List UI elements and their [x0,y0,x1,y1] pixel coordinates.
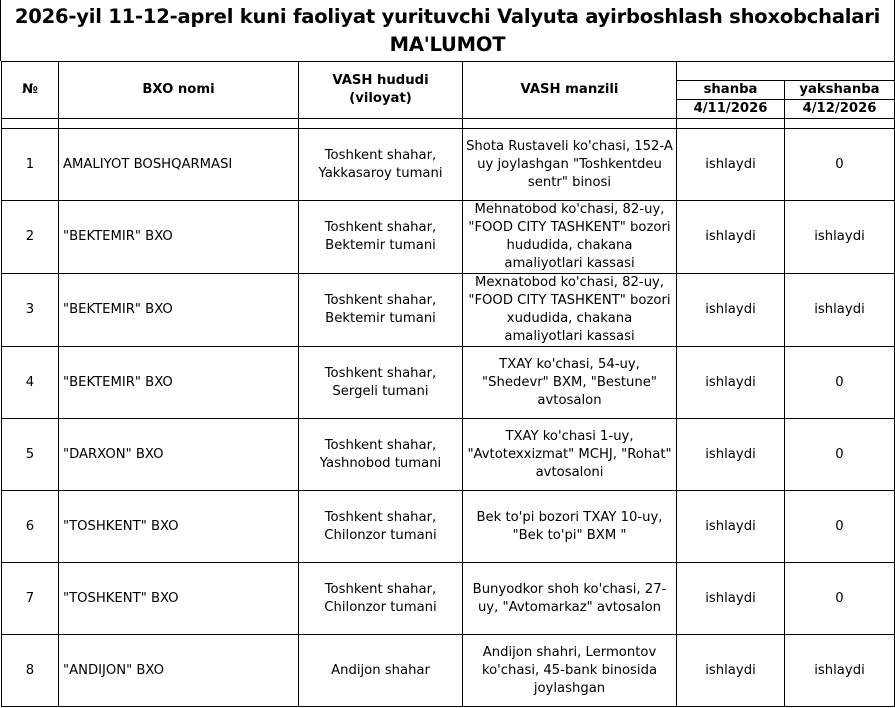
cell-num: 4 [2,347,59,419]
cell-address: Bunyodkor shoh ko'chasi, 27-uy, "Avtomarkaz" avtosalon [463,563,677,635]
cell-saturday-status: ishlaydi [677,201,785,274]
header-address: VASH manzili [463,62,677,119]
cell-region: Andijon shahar [299,635,463,707]
table-row [2,563,895,635]
cell-bxo-name: "ANDIJON" BXO [59,635,299,707]
cell-sunday-status: 0 [785,419,895,491]
header-date-sunday: 4/12/2026 [785,100,895,119]
cell-num: 5 [2,419,59,491]
cell-sunday-status: 0 [785,563,895,635]
cell-address: Mehnatobod ko'chasi, 82-uy, "FOOD CITY TASHKENT" bozori hududida, chakana amaliyotlari kassasi [463,201,677,274]
cell-saturday-status: ishlaydi [677,563,785,635]
cell-sunday-status: 0 [785,347,895,419]
table-row [2,129,895,201]
cell-saturday-status: ishlaydi [677,635,785,707]
table-row [2,635,895,707]
header-num: № [2,62,59,119]
table-row [2,274,895,347]
cell-bxo-name: "TOSHKENT" BXO [59,563,299,635]
header-bxo-name: BXO nomi [59,62,299,119]
cell-address: TXAY ko'chasi, 54-uy, "Shedevr" BXM, "Bestune" avtosalon [463,347,677,419]
header-day-saturday: shanba [677,81,785,100]
table-row [2,201,895,274]
cell-bxo-name: AMALIYOT BOSHQARMASI [59,129,299,201]
cell-saturday-status: ishlaydi [677,129,785,201]
cell-address: TXAY ko'chasi 1-uy, "Avtotexxizmat" MCHJ, "Rohat" avtosaloni [463,419,677,491]
document-title [0,0,895,61]
header-date-saturday: 4/11/2026 [677,100,785,119]
title-line-1: 2026-yil 11-12-aprel kuni faoliyat yurituvchi Valyuta ayirboshlash shoxobchalari [14,5,881,28]
cell-sunday-status: ishlaydi [785,201,895,274]
table-row [2,347,895,419]
cell-num: 3 [2,274,59,347]
table-row [2,419,895,491]
cell-num: 6 [2,491,59,563]
header-days-spacer [677,62,895,81]
cell-region: Toshkent shahar, Chilonzor tumani [299,563,463,635]
cell-address: Bek to'pi bozori TXAY 10-uy, "Bek to'pi" BXM " [463,491,677,563]
cell-bxo-name: "BEKTEMIR" BXO [59,201,299,274]
header-day-sunday: yakshanba [785,81,895,100]
cell-sunday-status: 0 [785,491,895,563]
cell-sunday-status: ishlaydi [785,274,895,347]
cell-region: Toshkent shahar, Yashnobod tumani [299,419,463,491]
cell-saturday-status: ishlaydi [677,419,785,491]
cell-num: 1 [2,129,59,201]
header-row [2,62,895,81]
cell-num: 7 [2,563,59,635]
cell-region: Toshkent shahar, Bektemir tumani [299,274,463,347]
cell-num: 8 [2,635,59,707]
cell-address: Andijon shahri, Lermontov ko'chasi, 45-bank binosida joylashgan [463,635,677,707]
cell-bxo-name: "TOSHKENT" BXO [59,491,299,563]
cell-region: Toshkent shahar, Chilonzor tumani [299,491,463,563]
cell-region: Toshkent shahar, Sergeli tumani [299,347,463,419]
cell-address: Mexnatobod ko'chasi, 82-uy, "FOOD CITY TASHKENT" bozori xududida, chakana amaliyotlari kassasi [463,274,677,347]
cell-address: Shota Rustaveli ko'chasi, 152-A uy joylashgan "Toshkentdeu sentr" binosi [463,129,677,201]
cell-saturday-status: ishlaydi [677,347,785,419]
cell-bxo-name: "BEKTEMIR" BXO [59,274,299,347]
title-line-2: MA'LUMOT [389,33,506,56]
cell-region: Toshkent shahar, Yakkasaroy tumani [299,129,463,201]
cell-bxo-name: "DARXON" BXO [59,419,299,491]
cell-sunday-status: 0 [785,129,895,201]
cell-region: Toshkent shahar, Bektemir tumani [299,201,463,274]
cell-saturday-status: ishlaydi [677,491,785,563]
header-region: VASH hududi (viloyat) [299,62,463,119]
cell-saturday-status: ishlaydi [677,274,785,347]
exchange-points-table [1,61,895,707]
cell-num: 2 [2,201,59,274]
cell-sunday-status: ishlaydi [785,635,895,707]
spacer-row [2,119,895,129]
table-row [2,491,895,563]
cell-bxo-name: "BEKTEMIR" BXO [59,347,299,419]
